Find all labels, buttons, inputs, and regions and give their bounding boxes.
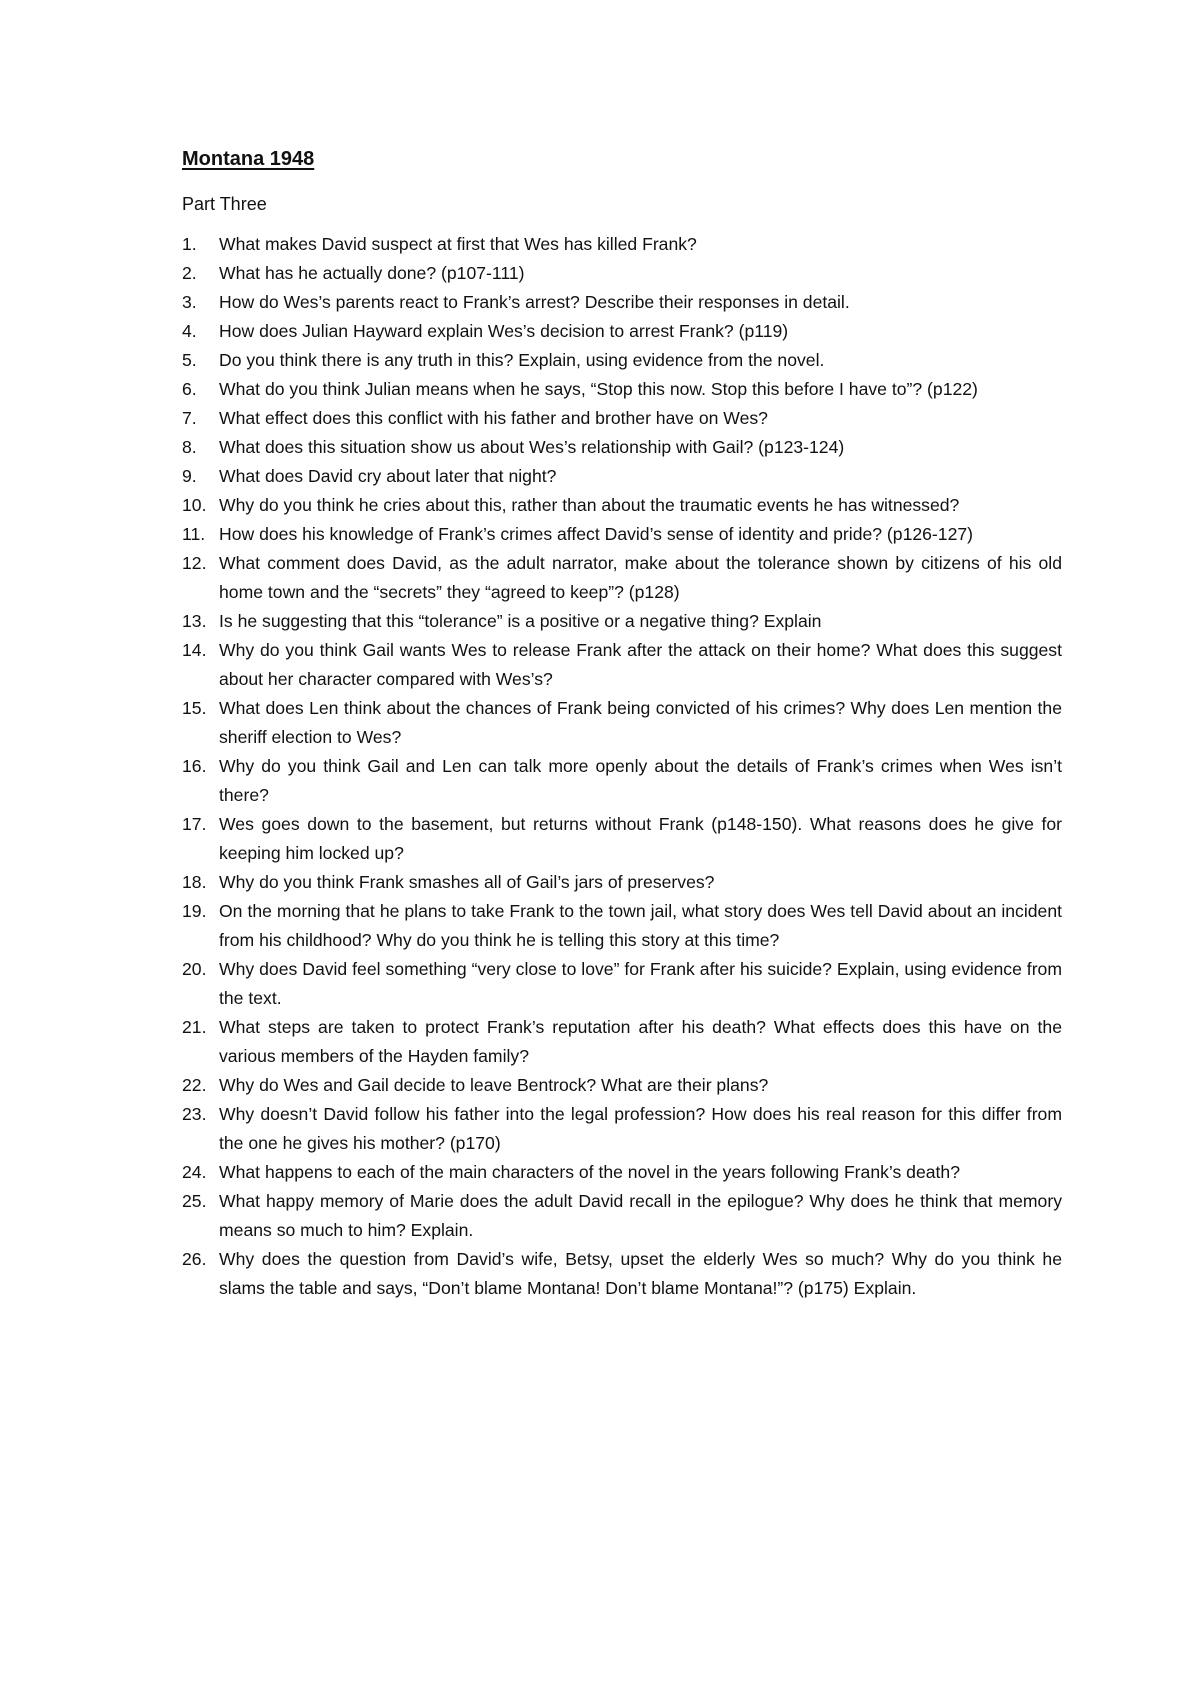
- question-text: How does his knowledge of Frank’s crimes affect David’s sense of identity and pride? (p126-127): [219, 524, 974, 544]
- question-item: [182, 259, 1062, 288]
- question-text: What does David cry about later that night?: [219, 466, 557, 486]
- question-text: On the morning that he plans to take Frank to the town jail, what story does Wes tell David about an incident from his childhood? Why do you think he is telling this story at this time?: [219, 901, 1062, 950]
- question-text: What makes David suspect at first that Wes has killed Frank?: [219, 234, 697, 254]
- question-number: 13.: [182, 611, 207, 631]
- question-number: 4.: [182, 321, 197, 341]
- question-text: How does Julian Hayward explain Wes’s decision to arrest Frank? (p119): [219, 321, 789, 341]
- question-text: Why do you think Gail wants Wes to release Frank after the attack on their home? What does this suggest about her character compared with Wes’s?: [219, 640, 1062, 689]
- question-item: [182, 1013, 1062, 1071]
- question-text: Why do you think he cries about this, rather than about the traumatic events he has witnessed?: [219, 495, 960, 515]
- question-number: 25.: [182, 1191, 207, 1211]
- question-number: 20.: [182, 959, 207, 979]
- question-item: [182, 288, 1062, 317]
- question-item: [182, 462, 1062, 491]
- question-number: 23.: [182, 1104, 207, 1124]
- question-item: [182, 1100, 1062, 1158]
- question-text: Why doesn’t David follow his father into the legal profession? How does his real reason for this differ from the one he gives his mother? (p170): [219, 1104, 1062, 1153]
- question-text: Why do you think Frank smashes all of Gail’s jars of preserves?: [219, 872, 715, 892]
- question-number: 2.: [182, 263, 197, 283]
- question-text: What does Len think about the chances of Frank being convicted of his crimes? Why does Len mention the sheriff election to Wes?: [219, 698, 1062, 747]
- question-text: Wes goes down to the basement, but returns without Frank (p148-150). What reasons does he give for keeping him locked up?: [219, 814, 1062, 863]
- question-item: [182, 346, 1062, 375]
- document-title: Montana 1948: [182, 148, 315, 170]
- question-number: 10.: [182, 495, 207, 515]
- question-number: 22.: [182, 1075, 207, 1095]
- question-text: Is he suggesting that this “tolerance” is a positive or a negative thing? Explain: [219, 611, 822, 631]
- question-text: Why does David feel something “very close to love” for Frank after his suicide? Explain, using evidence from the text.: [219, 959, 1062, 1008]
- question-text: What happy memory of Marie does the adult David recall in the epilogue? Why does he think that memory means so much to him? Explain.: [219, 1191, 1062, 1240]
- question-number: 18.: [182, 872, 207, 892]
- question-item: [182, 752, 1062, 810]
- question-item: [182, 317, 1062, 346]
- question-item: [182, 897, 1062, 955]
- question-item: [182, 404, 1062, 433]
- question-text: Do you think there is any truth in this? Explain, using evidence from the novel.: [219, 350, 825, 370]
- question-list: [182, 230, 1062, 1303]
- question-text: Why do you think Gail and Len can talk more openly about the details of Frank’s crimes when Wes isn’t there?: [219, 756, 1062, 805]
- question-item: [182, 607, 1062, 636]
- question-number: 8.: [182, 437, 197, 457]
- question-text: What steps are taken to protect Frank’s reputation after his death? What effects does this have on the various members of the Hayden family?: [219, 1017, 1062, 1066]
- question-number: 14.: [182, 640, 207, 660]
- question-number: 21.: [182, 1017, 207, 1037]
- question-text: How do Wes’s parents react to Frank’s arrest? Describe their responses in detail.: [219, 292, 850, 312]
- question-item: [182, 1245, 1062, 1303]
- question-item: [182, 433, 1062, 462]
- question-text: Why do Wes and Gail decide to leave Bentrock? What are their plans?: [219, 1075, 769, 1095]
- question-item: [182, 636, 1062, 694]
- question-number: 7.: [182, 408, 197, 428]
- question-number: 11.: [182, 524, 206, 544]
- question-item: [182, 694, 1062, 752]
- section-heading: Part Three: [182, 194, 267, 214]
- question-text: What does this situation show us about Wes’s relationship with Gail? (p123-124): [219, 437, 845, 457]
- question-number: 19.: [182, 901, 207, 921]
- question-item: [182, 810, 1062, 868]
- question-number: 24.: [182, 1162, 207, 1182]
- question-number: 16.: [182, 756, 207, 776]
- question-text: What has he actually done? (p107-111): [219, 263, 525, 283]
- question-item: [182, 491, 1062, 520]
- question-number: 26.: [182, 1249, 207, 1269]
- question-item: [182, 1187, 1062, 1245]
- question-number: 1.: [182, 234, 197, 254]
- question-text: Why does the question from David’s wife, Betsy, upset the elderly Wes so much? Why do you think he slams the table and says, “Don’t blame Montana! Don’t blame Montana!”? (p175) Explain.: [219, 1249, 1062, 1298]
- question-item: [182, 868, 1062, 897]
- question-number: 5.: [182, 350, 197, 370]
- question-number: 15.: [182, 698, 207, 718]
- question-number: 12.: [182, 553, 207, 573]
- question-item: [182, 520, 1062, 549]
- question-item: [182, 955, 1062, 1013]
- question-number: 6.: [182, 379, 197, 399]
- question-item: [182, 1158, 1062, 1187]
- question-item: [182, 375, 1062, 404]
- question-item: [182, 230, 1062, 259]
- question-number: 3.: [182, 292, 197, 312]
- document-body: [182, 146, 1062, 1303]
- question-text: What comment does David, as the adult narrator, make about the tolerance shown by citizens of his old home town and the “secrets” they “agreed to keep”? (p128): [219, 553, 1062, 602]
- question-number: 17.: [182, 814, 207, 834]
- question-item: [182, 549, 1062, 607]
- question-number: 9.: [182, 466, 197, 486]
- question-text: What happens to each of the main characters of the novel in the years following Frank’s death?: [219, 1162, 960, 1182]
- question-item: [182, 1071, 1062, 1100]
- question-text: What effect does this conflict with his father and brother have on Wes?: [219, 408, 768, 428]
- question-text: What do you think Julian means when he says, “Stop this now. Stop this before I have to”? (p122): [219, 379, 978, 399]
